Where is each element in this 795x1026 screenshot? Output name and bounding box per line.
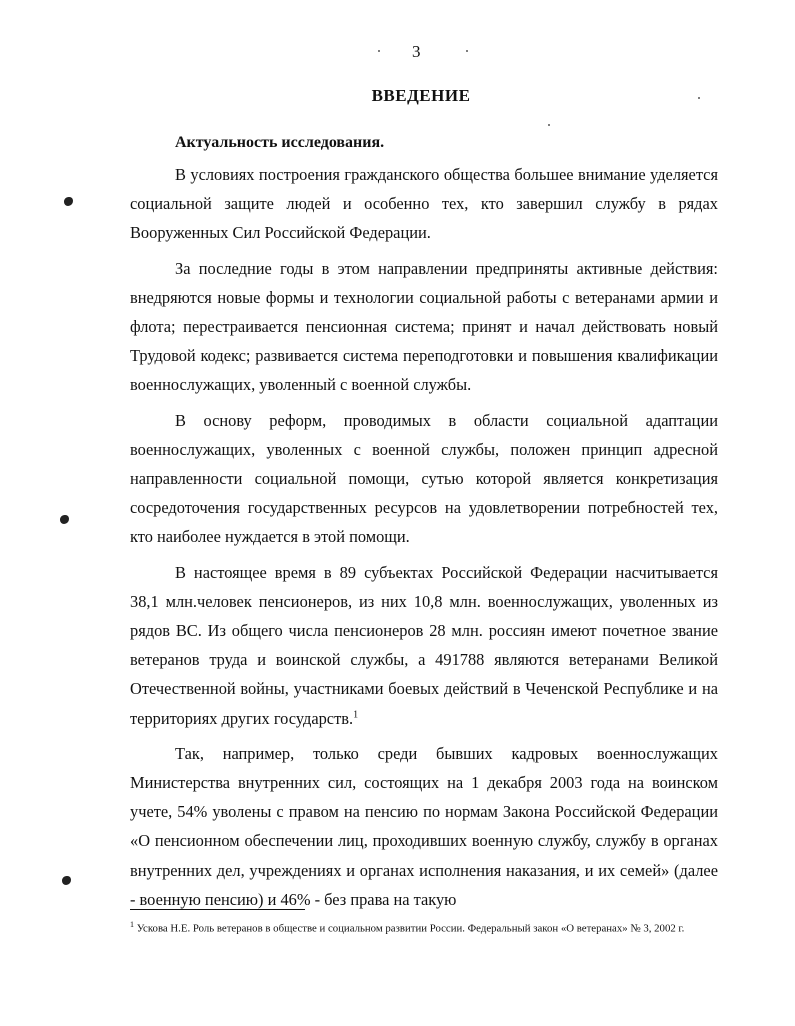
paragraph: В основу реформ, проводимых в области социальной адаптации военнослужащих, уволенных с военной службы, положен принцип адресной направленности социальной помощи, сутью которой является конкретизация сосредоточения государственных ресурсов на удовлетворении потребностей тех, кто наиболее нуждается в этой помощи. — [130, 410, 718, 547]
paragraph: Так, например, только среди бывших кадровых военнослужащих Министерства внутренних сил, состоящих на 1 декабря 2003 года на воинском учете, 54% уволены с правом на пенсию по нормам Закона Российской Федерации «О пенсионном обеспечении лиц, проходивших военную службу, службу в органах внутренних дел, учреждениях и органах исполнения наказания, и их семей» (далее - военную пенсию) и 46% - без права на такую — [130, 743, 718, 909]
paragraph: В условиях построения гражданского общества большее внимание уделяется социальной защите людей и особенно тех, кто завершил службу в рядах Вооруженных Сил Российской Федерации. — [130, 165, 718, 243]
footnote-number: 1 — [130, 920, 134, 929]
paragraph-text: В настоящее время в 89 субъектах Российской Федерации насчитывается 38,1 млн.человек пенсионеров, из них 10,8 млн. военнослужащих, уволенных из рядов ВС. Из общего числа пенсионеров 28 млн. россиян имеют почетное звание ветеранов труда и воинской службы, а 491788 являются ветеранами Великой Отечественной войны, участниками боевых действий в Чеченской Республике и на территориях других государств. — [130, 562, 718, 728]
scan-dot-icon — [548, 124, 550, 126]
page-title: ВВЕДЕНИЕ — [371, 86, 471, 105]
footnote — [130, 918, 720, 936]
footnote-text: Ускова Н.Е. Роль ветеранов в обществе и социальном развитии России. Федеральный закон «О ветеранах» № 3, 2002 г. — [136, 922, 685, 935]
footnote-divider — [130, 909, 305, 910]
page-number: 3 — [412, 42, 421, 61]
footnote-reference: 1 — [353, 709, 359, 721]
scan-dot-icon — [466, 50, 468, 52]
body-text — [130, 160, 718, 920]
paragraph: За последние годы в этом направлении предприняты активные действия: внедряются новые формы и технологии социальной работы с ветеранами армии и флота; перестраивается пенсионная система; принят и начал действовать новый Трудовой кодекс; развивается система переподготовки и повышения квалификации военнослужащих, уволенный с военной службы. — [130, 258, 718, 395]
scan-speck-icon — [62, 876, 71, 885]
paragraph — [130, 558, 718, 733]
scan-dot-icon — [378, 50, 380, 52]
section-subheading: Актуальность исследования. — [175, 134, 385, 151]
scan-speck-icon — [64, 197, 73, 206]
scan-speck-icon — [60, 515, 69, 524]
scan-dot-icon — [698, 97, 700, 99]
